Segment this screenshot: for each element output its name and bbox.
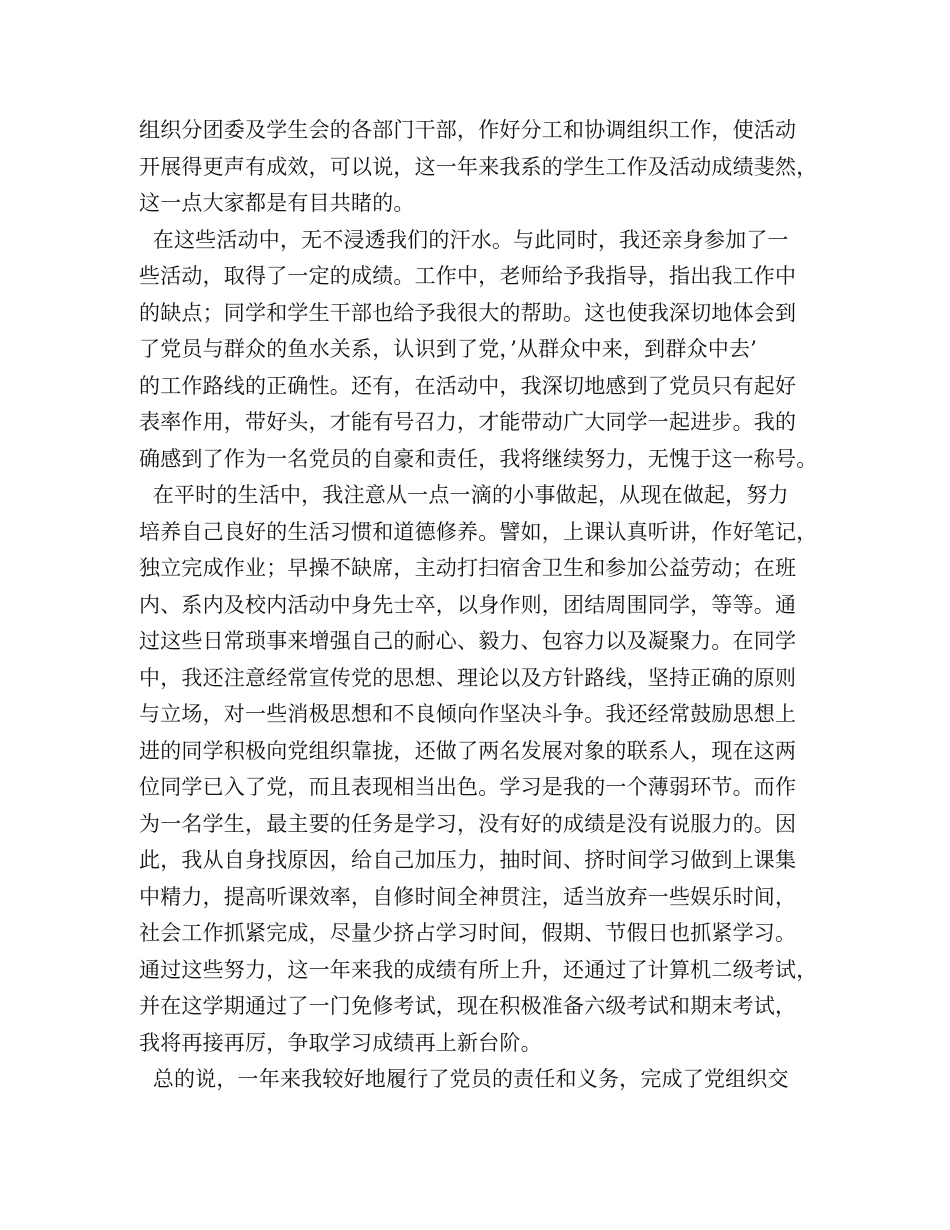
text-line-27: 总的说，一年来我较好地履行了党员的责任和义务，完成了党组织交 <box>139 1067 789 1091</box>
text-line-25: 并在这学期通过了一门免修考试，现在积极准备六级考试和期末考试， <box>139 994 797 1018</box>
text-line-17: 与立场，对一些消极思想和不良倾向作坚决斗争。我还经常鼓励思想上 <box>139 702 797 726</box>
text-line-11: 在平时的生活中，我注意从一点一滴的小事做起，从现在做起，努力 <box>139 483 789 507</box>
text-line-14: 内、系内及校内活动中身先士卒，以身作则，团结周围同学，等等。通 <box>139 592 797 617</box>
text-line-9: 表率作用，带好头，才能有号召力，才能带动广大同学一起进步。我的 <box>139 410 797 434</box>
text-line-12: 培养自己良好的生活习惯和道德修养。譬如，上课认真听讲，作好笔记， <box>139 519 818 544</box>
text-line-18: 进的同学积极向党组织靠拢，还做了两名发展对象的联系人，现在这两 <box>139 738 797 763</box>
text-line-6: 的缺点；同学和学生干部也给予我很大的帮助。这也使我深切地体会到 <box>139 300 797 325</box>
text-line-19: 位同学已入了党，而且表现相当出色。学习是我的一个薄弱环节。而作 <box>139 775 797 799</box>
text-line-16: 中，我还注意经常宣传党的思想、理论以及方针路线，坚持正确的原则 <box>139 665 797 690</box>
text-line-5: 些活动，取得了一定的成绩。工作中，老师给予我指导，指出我工作中 <box>139 264 797 288</box>
text-line-2: 开展得更声有成效，可以说，这一年来我系的学生工作及活动成绩斐然， <box>139 154 818 179</box>
text-line-13: 独立完成作业；早操不缺席，主动打扫宿舍卫生和参加公益劳动；在班 <box>139 556 797 580</box>
text-line-26: 我将再接再厉，争取学习成绩再上新台阶。 <box>139 1030 542 1055</box>
text-line-1: 组织分团委及学生会的各部门干部，作好分工和协调组织工作，使活动 <box>139 118 797 142</box>
text-line-7: 了党员与群众的鱼水关系，认识到了党，’从群众中来，到群众中去’ <box>139 337 758 361</box>
text-line-3: 这一点大家都是有目共睹的。 <box>139 191 415 215</box>
text-line-10: 确感到了作为一名党员的自豪和责任，我将继续努力，无愧于这一称号。 <box>139 446 818 471</box>
text-line-21: 此，我从自身找原因，给自己加压力，抽时间、挤时间学习做到上课集 <box>139 848 797 872</box>
text-line-24: 通过这些努力，这一年来我的成绩有所上升，还通过了计算机二级考试， <box>139 957 818 982</box>
text-line-22: 中精力，提高听课效率，自修时间全神贯注，适当放弃一些娱乐时间， <box>139 884 797 909</box>
body-text <box>139 112 839 1098</box>
text-line-23: 社会工作抓紧完成，尽量少挤占学习时间，假期、节假日也抓紧学习。 <box>139 921 797 945</box>
text-line-20: 为一名学生，最主要的任务是学习，没有好的成绩是没有说服力的。因 <box>139 811 797 836</box>
text-line-4: 在这些活动中，无不浸透我们的汗水。与此同时，我还亲身参加了一 <box>139 227 789 252</box>
text-line-15: 过这些日常琐事来增强自己的耐心、毅力、包容力以及凝聚力。在同学 <box>139 629 797 653</box>
text-line-8: 的工作路线的正确性。还有，在活动中，我深切地感到了党员只有起好 <box>139 373 797 398</box>
